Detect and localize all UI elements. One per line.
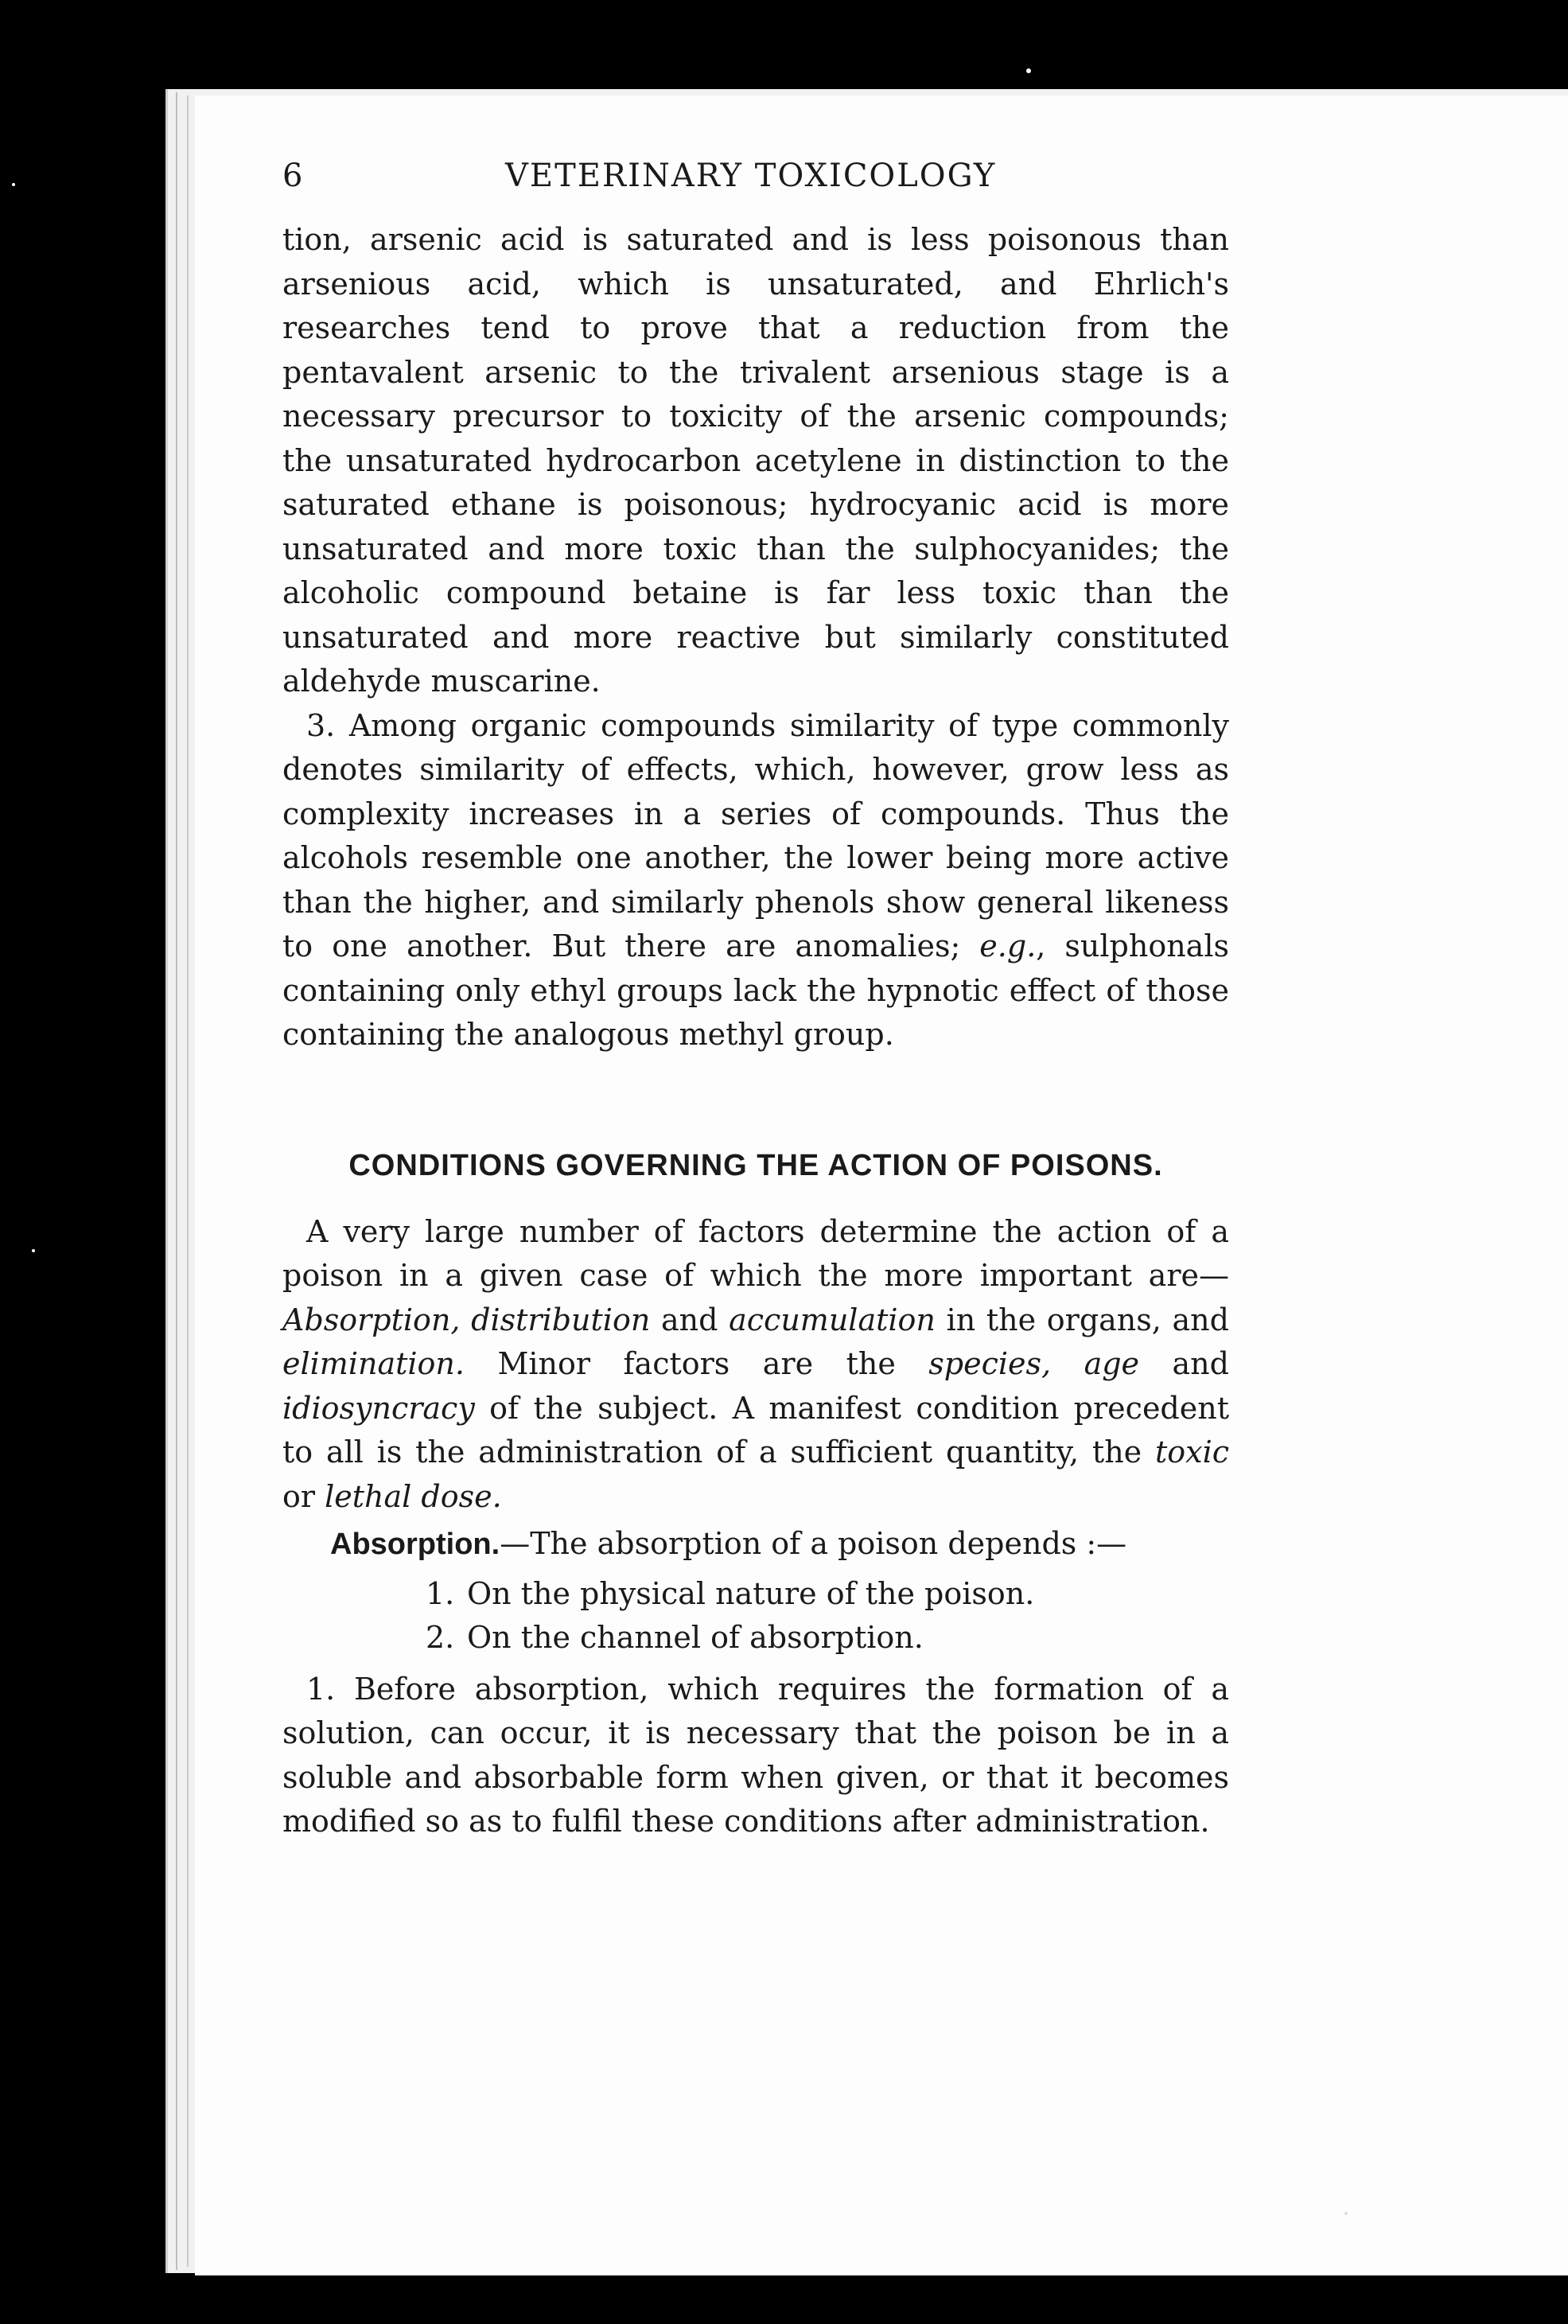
paragraph-before-absorption: 1. Before absorption, which requires the formation of a solution, can occur, it is necessary that the poison be in a soluble and absorbable form when given, or that it becomes modified so as to fulfil these conditions after administration. bbox=[282, 1671, 1229, 1839]
paragraph-organic-compounds bbox=[282, 704, 1229, 1057]
paragraph-text: and bbox=[1139, 1346, 1229, 1381]
running-title: VETERINARY TOXICOLOGY bbox=[505, 158, 997, 194]
paragraph-text: A very large number of factors determine the action of a poison in a given case of which the more important are— bbox=[282, 1213, 1229, 1293]
paragraph-conditions bbox=[282, 1210, 1229, 1520]
paragraph-text: of the subject. A manifest condition precedent to all is the administration of a sufficient quantity, the bbox=[282, 1390, 1229, 1470]
list-item bbox=[426, 1616, 1229, 1660]
page-text bbox=[282, 158, 1229, 1844]
dust-speck bbox=[1026, 68, 1031, 73]
dust-speck bbox=[12, 183, 15, 186]
running-head bbox=[282, 158, 1229, 213]
italic-term: accumulation bbox=[729, 1302, 936, 1337]
italic-term: lethal dose. bbox=[325, 1478, 502, 1514]
list-text: On the channel of absorption. bbox=[467, 1619, 924, 1655]
list-number: 2. bbox=[426, 1619, 455, 1655]
list-text: On the physical nature of the poison. bbox=[467, 1575, 1035, 1611]
absorption-factor-list bbox=[282, 1572, 1229, 1660]
dust-speck bbox=[374, 2212, 378, 2216]
list-number: 1. bbox=[426, 1575, 455, 1611]
dust-speck bbox=[32, 1249, 35, 1252]
absorption-label: Absorption. bbox=[330, 1528, 500, 1561]
paragraph-text: 3. Among organic compounds similarity of type commonly denotes similarity of effects, which, however, grow less as complexity increases in a series of compounds. Thus the alcohols resemble one another, the lower being more active than the higher, and similarly phenols show general likeness to one another. But there are anomalies; bbox=[282, 707, 1229, 963]
italic-term: species, age bbox=[928, 1346, 1140, 1381]
paragraph-text: and bbox=[650, 1302, 730, 1337]
paragraph-text: —The absorption of a poison depends :— bbox=[500, 1526, 1127, 1561]
section-heading: CONDITIONS GOVERNING THE ACTION OF POISONS. bbox=[348, 1148, 1163, 1182]
paragraph-text: , sulphonals containing only ethyl groups lack the hypnotic effect of those containing the analogous methyl group. bbox=[282, 928, 1229, 1052]
paragraph-text: or bbox=[282, 1478, 325, 1514]
paragraph-absorption bbox=[282, 1522, 1229, 1567]
page-number: 6 bbox=[282, 158, 305, 194]
dust-speck bbox=[1535, 95, 1539, 99]
paragraph-text: in the organs, and bbox=[935, 1302, 1229, 1337]
italic-term: idiosyncracy bbox=[282, 1390, 475, 1426]
italic-term: elimination. bbox=[282, 1346, 465, 1381]
italic-term: toxic bbox=[1154, 1434, 1229, 1470]
list-item bbox=[426, 1572, 1229, 1616]
paragraph-text: Minor factors are the bbox=[464, 1346, 929, 1381]
italic-term: Absorption, distribution bbox=[282, 1302, 651, 1337]
paragraph-continued: tion, arsenic acid is saturated and is less poisonous than arsenious acid, which is unsaturated, and Ehrlich's researches tend to prove that a reduction from the pentavalent arsenic to the trivalent arsenious stage is a necessary precursor to toxicity of the arsenic compounds; the unsaturated hydrocarbon acetylene in distinction to the saturated ethane is poisonous; hydrocyanic acid is more unsaturated and more toxic than the sulphocyanides; the alcoholic compound betaine is far less toxic than the unsaturated and more reactive but similarly constituted aldehyde muscarine. bbox=[282, 222, 1229, 699]
dust-speck bbox=[1344, 2212, 1348, 2215]
eg-abbreviation: e.g. bbox=[979, 928, 1037, 963]
